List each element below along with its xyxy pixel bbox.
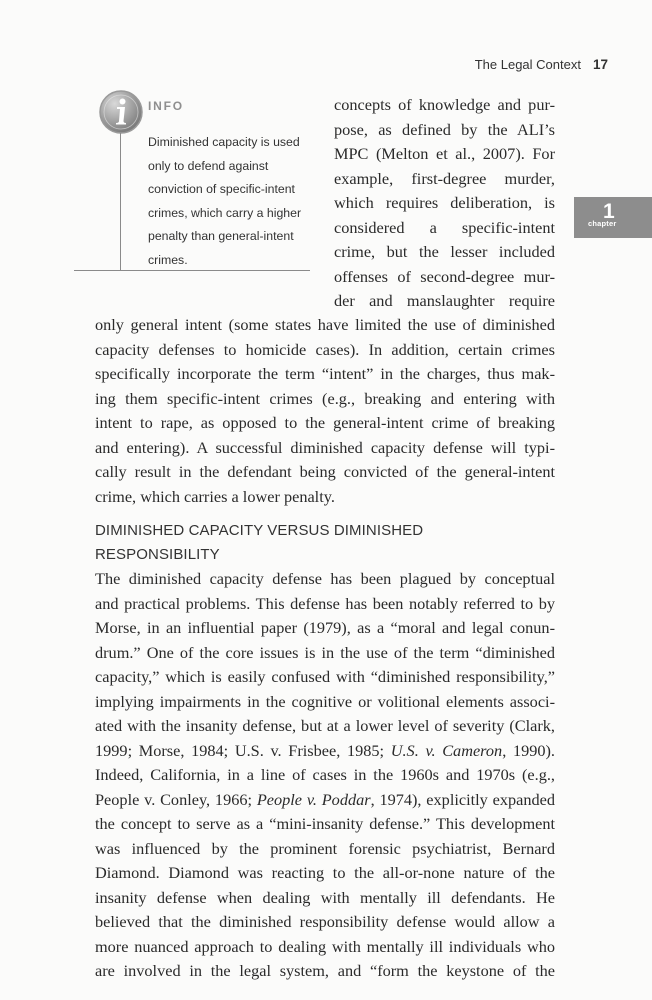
body-line: The diminished capacity defense has been plagued by conceptual: [95, 569, 555, 588]
body-line: are involved in the legal system, and “form the keystone of the: [95, 961, 555, 980]
body-line: ated with the insanity defense, but at a lower level of severity (Clark,: [95, 716, 555, 735]
info-line: only to defend against: [148, 158, 269, 173]
body-line: Indeed, California, in a line of cases in the 1960s and 1970s (e.g.,: [95, 765, 555, 784]
case-name: U.S. v. Cameron: [390, 740, 503, 760]
body-line: and entering). A successful diminished capacity defense will typi-: [95, 437, 555, 457]
chapter-label: chapter: [588, 219, 617, 228]
body-line: offenses of second-degree mur-: [334, 266, 555, 286]
info-line: Diminished capacity is used: [148, 135, 300, 149]
body-line: MPC (Melton et al., 2007). For: [334, 144, 555, 163]
info-line: crimes, which carry a higher: [148, 205, 302, 220]
body-line: believed that the diminished responsibility defense would allow a: [95, 912, 555, 931]
running-head: [475, 57, 608, 72]
body-line: Diamond. Diamond was reacting to the all-or-none nature of the: [95, 863, 555, 882]
case-name: People v. Poddar: [256, 789, 371, 809]
body-line: der and manslaughter require: [334, 291, 555, 310]
body-line: Morse, in an influential paper (1979), as a “moral and legal conun-: [95, 618, 555, 637]
body-line: example, first-degree murder,: [334, 168, 555, 188]
body-line: capacity defenses to homicide cases). In addition, certain crimes: [95, 339, 555, 359]
body-line: crime, but the lesser included: [334, 242, 555, 261]
chapter-tab: [574, 197, 652, 238]
body-line: 1999; Morse, 1984; U.S. v. Frisbee, 1985; U.S. v. Cameron, 1990).: [95, 740, 555, 760]
body-line: concepts of knowledge and pur-: [334, 95, 555, 114]
chapter-number: 1: [603, 200, 615, 223]
body-line: which requires deliberation, is: [334, 193, 555, 212]
section-heading-line: DIMINISHED CAPACITY VERSUS DIMINISHED: [95, 522, 424, 539]
info-line: conviction of specific-intent: [148, 182, 295, 196]
info-label: INFO: [148, 99, 184, 113]
body-line: implying impairments in the cognitive or volitional elements associ-: [95, 691, 555, 711]
body-line: only general intent (some states have limited the use of diminished: [95, 315, 555, 334]
info-vertical-rule: [120, 133, 121, 271]
body-line: ing them specific-intent crimes (e.g., breaking and entering with: [95, 388, 555, 408]
body-line: crime, which carries a lower penalty.: [95, 486, 335, 506]
body-line: People v. Conley, 1966; People v. Poddar, 1974), explicitly expanded: [95, 789, 555, 809]
running-head-title: The Legal Context: [474, 57, 581, 72]
body-line: intent to rape, as opposed to the general-intent crime of breaking: [95, 413, 555, 432]
body-line: drum.” One of the core issues is in the use of the term “diminished: [95, 642, 555, 662]
info-line: penalty than general-intent: [148, 229, 294, 243]
section-heading-line: RESPONSIBILITY: [95, 546, 220, 563]
body-line: cally result in the defendant being convicted of the general-intent: [95, 462, 555, 481]
body-line: the concept to serve as a “mini-insanity defense.” This development: [95, 814, 555, 833]
info-text: [148, 131, 314, 272]
body-line: was influenced by the prominent forensic psychiatrist, Bernard: [95, 838, 555, 858]
body-line: insanity defense when dealing with mentally ill defendants. He: [95, 887, 555, 907]
body-line: more nuanced approach to dealing with mentally ill individuals who: [95, 936, 555, 956]
info-box: [74, 89, 310, 271]
info-icon: [98, 89, 144, 135]
body-line: capacity,” which is easily confused with “diminished responsibility,”: [95, 667, 555, 686]
body-line: considered a specific-intent: [334, 217, 555, 237]
page-number: 17: [592, 57, 608, 72]
body-line: specifically incorporate the term “intent” in the charges, thus mak-: [95, 364, 555, 383]
info-line: crimes.: [148, 252, 188, 267]
body-line: and practical problems. This defense has been notably referred to by: [95, 593, 555, 613]
body-line: pose, as defined by the ALI’s: [334, 119, 555, 139]
